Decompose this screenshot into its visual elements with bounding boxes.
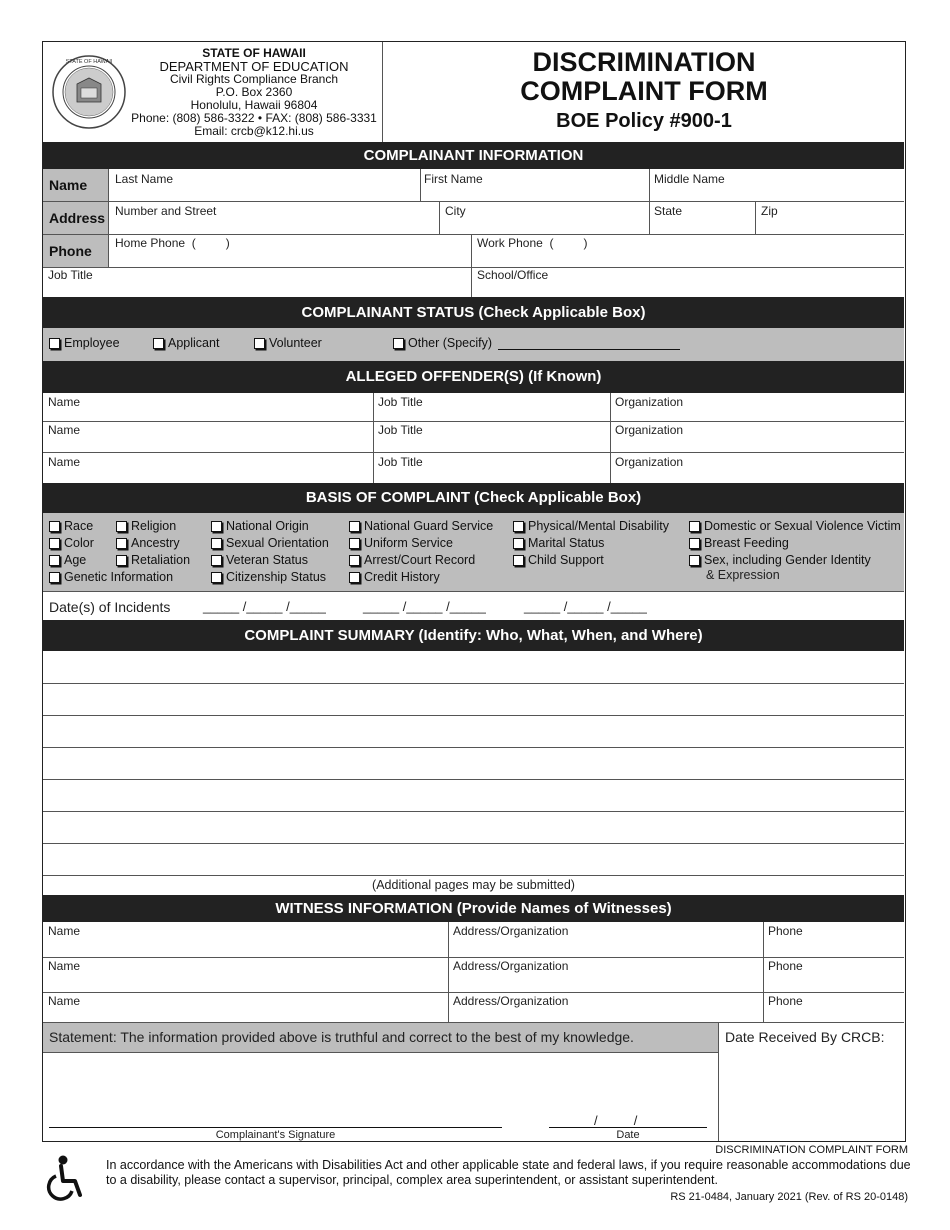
revision-number: RS 21-0484, January 2021 (Rev. of RS 20-0148) [670, 1191, 908, 1203]
summary-heading: COMPLAINT SUMMARY (Identify: Who, What, When, and Where) [43, 620, 904, 651]
offender-organization-field[interactable]: Organization [615, 395, 684, 409]
basis-national-guard-label: National Guard Service [364, 519, 494, 533]
statement-text: Statement: The information provided above is truthful and correct to the best of my knowledge. [49, 1029, 634, 1045]
first-name-field[interactable]: First Name [424, 172, 483, 186]
summary-textarea[interactable] [43, 651, 904, 875]
basis-disability-checkbox[interactable] [513, 519, 669, 533]
basis-ancestry-checkbox[interactable] [116, 536, 180, 550]
offender-job-title-field[interactable]: Job Title [378, 455, 423, 469]
basis-national-guard-checkbox[interactable] [349, 519, 493, 533]
phone-row-label: Phone [43, 235, 109, 267]
basis-retaliation-label: Retaliation [131, 553, 191, 567]
school-office-field[interactable]: School/Office [477, 268, 549, 282]
status-other-label: Other (Specify) [408, 336, 493, 350]
witness-name-field[interactable]: Name [48, 924, 81, 938]
witness-phone-field[interactable]: Phone [768, 994, 803, 1008]
signature-line[interactable] [49, 1127, 502, 1128]
basis-sex-checkbox[interactable] [689, 553, 871, 567]
wheelchair-icon [44, 1155, 86, 1201]
witness-address-field[interactable]: Address/Organization [453, 924, 569, 938]
offenders-heading: ALLEGED OFFENDER(S) (If Known) [43, 361, 904, 393]
offender-name-field[interactable]: Name [48, 455, 81, 469]
state-name: STATE OF HAWAII [202, 46, 306, 60]
address-row-label: Address [43, 202, 109, 234]
date-received-label: Date Received By CRCB: [725, 1029, 885, 1045]
city-address: Honolulu, Hawaii 96804 [190, 98, 318, 112]
basis-genetic-label: Genetic Information [64, 570, 174, 584]
name-row-label: Name [43, 169, 109, 201]
offender-name-field[interactable]: Name [48, 423, 81, 437]
basis-national-origin-checkbox[interactable] [211, 519, 309, 533]
basis-national-origin-label: National Origin [226, 519, 309, 533]
po-box: P.O. Box 2360 [215, 85, 293, 99]
status-volunteer-checkbox[interactable] [254, 336, 322, 350]
offender-job-title-field[interactable]: Job Title [378, 423, 423, 437]
basis-child-support-checkbox[interactable] [513, 553, 604, 567]
basis-retaliation-checkbox[interactable] [116, 553, 190, 567]
last-name-field[interactable]: Last Name [115, 172, 174, 186]
basis-race-label: Race [64, 519, 94, 533]
state-field[interactable]: State [654, 204, 683, 218]
basis-marital-status-checkbox[interactable] [513, 536, 604, 550]
basis-sexual-orientation-label: Sexual Orientation [226, 536, 329, 550]
state-seal [51, 54, 127, 130]
policy-number: BOE Policy #900-1 [556, 110, 732, 132]
department-name: DEPARTMENT OF EDUCATION [159, 59, 349, 74]
basis-citizenship-checkbox[interactable] [211, 570, 326, 584]
branch-name: Civil Rights Compliance Branch [169, 72, 339, 86]
basis-age-label: Age [64, 553, 87, 567]
svg-text:STATE OF HAWAII: STATE OF HAWAII [65, 59, 113, 65]
work-phone-field[interactable]: Work Phone ( ) [477, 236, 588, 250]
contact-email: Email: crcb@k12.hi.us [194, 124, 314, 138]
offender-organization-field[interactable]: Organization [615, 455, 684, 469]
basis-sex-label-cont: & Expression [706, 568, 780, 582]
status-other-checkbox[interactable] [393, 336, 680, 350]
date-label: Date [616, 1129, 640, 1141]
job-title-field[interactable]: Job Title [48, 268, 93, 282]
basis-credit-history-label: Credit History [364, 570, 440, 584]
street-field[interactable]: Number and Street [115, 204, 217, 218]
status-employee-checkbox[interactable] [49, 336, 120, 350]
complainant-heading: COMPLAINANT INFORMATION [43, 142, 904, 169]
basis-age-checkbox[interactable] [49, 553, 86, 567]
incident-date-1[interactable]: _____ /_____ /_____ [203, 599, 326, 614]
middle-name-field[interactable]: Middle Name [654, 172, 725, 186]
basis-uniform-service-checkbox[interactable] [349, 536, 453, 550]
basis-religion-label: Religion [131, 519, 177, 533]
basis-religion-checkbox[interactable] [116, 519, 176, 533]
incident-date-2[interactable]: _____ /_____ /_____ [363, 599, 486, 614]
offender-job-title-field[interactable]: Job Title [378, 395, 423, 409]
basis-credit-history-checkbox[interactable] [349, 570, 440, 584]
basis-veteran-status-checkbox[interactable] [211, 553, 308, 567]
basis-disability-label: Physical/Mental Disability [528, 519, 670, 533]
basis-domestic-violence-label: Domestic or Sexual Violence Victim [704, 519, 901, 533]
additional-pages-note: (Additional pages may be submitted) [372, 878, 575, 892]
basis-domestic-violence-checkbox[interactable] [689, 519, 901, 533]
witness-phone-field[interactable]: Phone [768, 959, 803, 973]
incident-date-3[interactable]: _____ /_____ /_____ [524, 599, 647, 614]
zip-field[interactable]: Zip [761, 204, 778, 218]
witness-heading: WITNESS INFORMATION (Provide Names of Witnesses) [43, 895, 904, 922]
basis-uniform-service-label: Uniform Service [364, 536, 453, 550]
complaint-form [42, 41, 906, 1142]
basis-genetic-checkbox[interactable] [49, 570, 173, 584]
witness-address-field[interactable]: Address/Organization [453, 959, 569, 973]
basis-veteran-status-label: Veteran Status [226, 553, 309, 567]
status-employee-label: Employee [64, 336, 120, 350]
signature-label: Complainant's Signature [215, 1129, 336, 1141]
form-title-line1: DISCRIMINATION [532, 47, 756, 77]
basis-color-label: Color [64, 536, 94, 550]
ada-statement: In accordance with the Americans with Disabilities Act and other applicable state and federal laws, if you require reasonable accommodations due to a disability, please contact a supervisor, principal, complex area superintendent, or assistant superintendent. [106, 1158, 911, 1187]
basis-child-support-label: Child Support [528, 553, 604, 567]
basis-sexual-orientation-checkbox[interactable] [211, 536, 329, 550]
basis-marital-status-label: Marital Status [528, 536, 605, 550]
basis-citizenship-label: Citizenship Status [226, 570, 327, 584]
home-phone-field[interactable]: Home Phone ( ) [115, 236, 230, 250]
basis-sex-label: Sex, including Gender Identity [704, 553, 871, 567]
status-applicant-checkbox[interactable] [153, 336, 219, 350]
basis-heading: BASIS OF COMPLAINT (Check Applicable Box) [43, 483, 904, 513]
contact-phone: Phone: (808) 586-3322 • FAX: (808) 586-3331 [131, 111, 377, 125]
basis-ancestry-label: Ancestry [131, 536, 180, 550]
basis-arrest-record-checkbox[interactable] [349, 553, 475, 567]
date-separators: / / [594, 1113, 638, 1128]
basis-arrest-record-label: Arrest/Court Record [364, 553, 476, 567]
status-applicant-label: Applicant [168, 336, 220, 350]
basis-breast-feeding-label: Breast Feeding [704, 536, 789, 550]
offender-name-field[interactable]: Name [48, 395, 81, 409]
witness-address-field[interactable]: Address/Organization [453, 994, 569, 1008]
witness-name-field[interactable]: Name [48, 959, 81, 973]
basis-breast-feeding-checkbox[interactable] [689, 536, 789, 550]
status-heading: COMPLAINANT STATUS (Check Applicable Box) [43, 297, 904, 328]
status-volunteer-label: Volunteer [269, 336, 322, 350]
basis-race-checkbox[interactable] [49, 519, 93, 533]
offender-organization-field[interactable]: Organization [615, 423, 684, 437]
basis-color-checkbox[interactable] [49, 536, 94, 550]
form-name-footer: DISCRIMINATION COMPLAINT FORM [715, 1144, 908, 1156]
city-field[interactable]: City [445, 204, 466, 218]
other-specify-line[interactable] [498, 337, 680, 350]
witness-phone-field[interactable]: Phone [768, 924, 803, 938]
form-title-line2: COMPLAINT FORM [520, 76, 768, 106]
incidents-label: Date(s) of Incidents [49, 599, 171, 615]
witness-name-field[interactable]: Name [48, 994, 81, 1008]
